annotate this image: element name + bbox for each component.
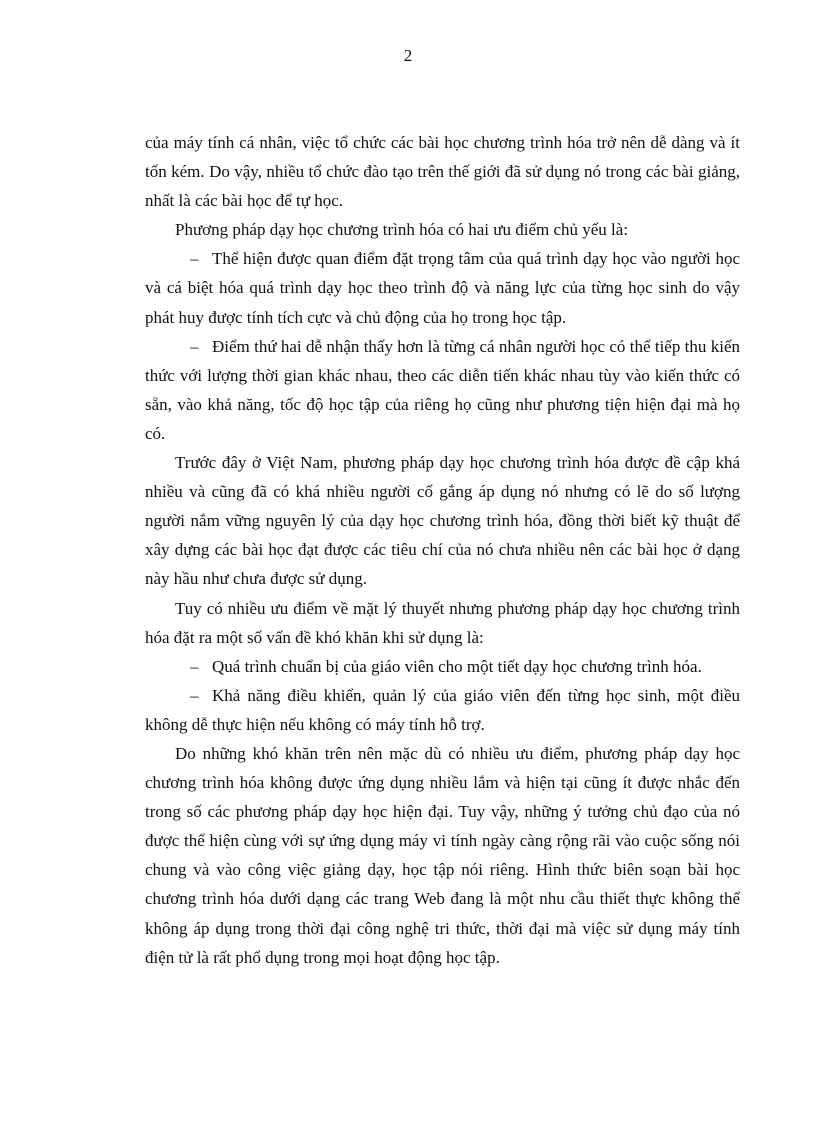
- bullet-text: Thể hiện được quan điểm đặt trọng tâm của quá trình dạy học vào người học và cá biệt hóa quá trình dạy học theo trình độ và năng lực của từng học sinh do vậy phát huy được tính tích cực và chủ động của họ trong học tập.: [145, 249, 740, 327]
- paragraph-advantages-intro: Phương pháp dạy học chương trình hóa có hai ưu điểm chủ yếu là:: [175, 220, 629, 240]
- paragraph-difficulties-intro: Tuy có nhiều ưu điểm về mặt lý thuyết nhưng phương pháp dạy học chương trình hóa đặt ra một số vấn đề khó khăn khi sử dụng là:: [145, 598, 740, 647]
- dash-marker: –: [190, 685, 199, 705]
- bullet-item-learner-centered: [145, 244, 740, 331]
- dash-marker: –: [190, 656, 199, 676]
- bullet-text: Quá trình chuẩn bị của giáo viên cho một tiết dạy học chương trình hóa.: [212, 656, 702, 676]
- paragraph-vietnam-history: Trước đây ở Việt Nam, phương pháp dạy học chương trình hóa được đề cập khá nhiều và cũng đã có khá nhiều người cố gắng áp dụng nó nhưng có lẽ do số lượng người nắm vững nguyên lý của dạy học chương trình hóa, đồng thời biết kỹ thuật để xây dựng các bài học đạt được các tiêu chí của nó chưa nhiều nên các bài học ở dạng này hầu như chưa được sử dụng.: [145, 453, 740, 589]
- page-number: 2: [403, 46, 413, 65]
- document-body: [145, 128, 740, 972]
- bullet-item-individual-pace: [145, 332, 740, 448]
- dash-marker: –: [190, 249, 199, 269]
- bullet-text: Khả năng điều khiển, quản lý của giáo viên đến từng học sinh, một điều không dễ thực hiện nếu không có máy tính hỗ trợ.: [145, 685, 740, 734]
- dash-marker: –: [190, 336, 199, 356]
- bullet-item-teacher-preparation: [145, 652, 740, 681]
- paragraph-conclusion: Do những khó khăn trên nên mặc dù có nhiều ưu điểm, phương pháp dạy học chương trình hóa không được ứng dụng nhiều lắm và hiện tại cũng ít được nhắc đến trong số các phương pháp dạy học hiện đại. Tuy vậy, những ý tưởng chủ đạo của nó được thể hiện cùng với sự ứng dụng máy vi tính ngày càng rộng rãi vào cuộc sống nói chung và vào công việc giảng dạy, học tập nói riêng. Hình thức biên soạn bài học chương trình hóa dưới dạng các trang Web đang là một nhu cầu thiết thực không thể không áp dụng trong thời đại công nghệ tri thức, thời đại mà việc sử dụng máy tính điện tử là rất phổ dụng trong mọi hoạt động học tập.: [145, 743, 740, 967]
- bullet-item-teacher-control: [145, 681, 740, 739]
- bullet-text: Điểm thứ hai dễ nhận thấy hơn là từng cá nhân người học có thể tiếp thu kiến thức với lượng thời gian khác nhau, theo các diễn tiến khác nhau tùy vào kiến thức có sẵn, vào khả năng, tốc độ học tập của riêng họ cũng như phương tiện hiện đại mà họ có.: [145, 336, 740, 443]
- paragraph-continued: của máy tính cá nhân, việc tổ chức các bài học chương trình hóa trở nên dễ dàng và ít tốn kém. Do vậy, nhiều tổ chức đào tạo trên thế giới đã sử dụng nó trong các bài giảng, nhất là các bài học để tự học.: [145, 133, 740, 211]
